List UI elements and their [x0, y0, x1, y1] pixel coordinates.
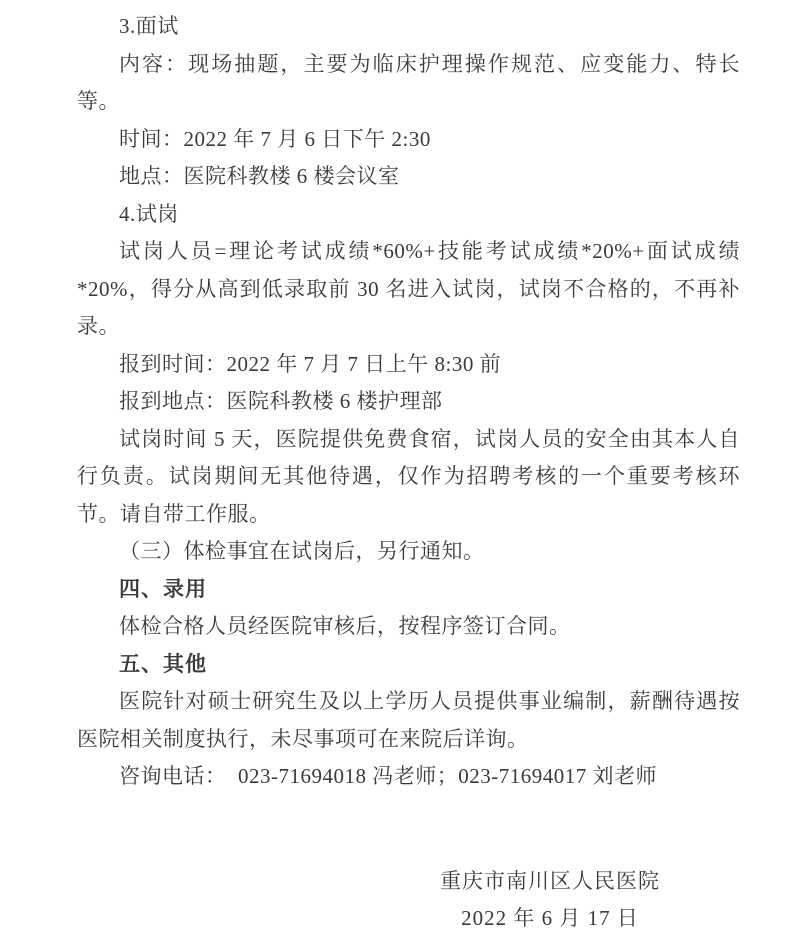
trial-score-formula-paragraph: 试岗人员=理论考试成绩*60%+技能考试成绩*20%+面试成绩*20%，得分从高到低录取前 30 名进入试岗，试岗不合格的，不再补录。	[77, 239, 740, 338]
section-hiring-heading: 四、录用	[119, 577, 207, 601]
signature-date: 2022 年 6 月 17 日	[461, 906, 639, 930]
contact-phone-line: 咨询电话： 023-71694018 冯老师；023-71694017 刘老师	[119, 764, 657, 788]
other-notes-paragraph: 医院针对硕士研究生及以上学历人员提供事业编制，薪酬待遇按医院相关制度执行，未尽事项可在来院后详询。	[77, 689, 740, 751]
signature-organization: 重庆市南川区人民医院	[440, 868, 660, 893]
signature-block	[440, 863, 660, 938]
interview-content-line: 内容：现场抽题，主要为临床护理操作规范、应变能力、特长等。	[77, 51, 740, 113]
hiring-paragraph: 体检合格人员经医院审核后，按程序签订合同。	[119, 614, 571, 638]
section-other-heading: 五、其他	[119, 652, 207, 676]
interview-time-line: 时间：2022 年 7 月 6 日下午 2:30	[119, 126, 431, 151]
trial-report-time-line: 报到时间：2022 年 7 月 7 日上午 8:30 前	[119, 351, 502, 376]
physical-exam-notice-line: （三）体检事宜在试岗后，另行通知。	[119, 539, 485, 563]
trial-period-paragraph: 试岗时间 5 天，医院提供免费食宿，试岗人员的安全由其本人自行负责。试岗期间无其他待遇，仅作为招聘考核的一个重要考核环节。请自带工作服。	[77, 426, 740, 526]
item-4-trial-heading: 4.试岗	[119, 201, 179, 226]
interview-location-line: 地点：医院科教楼 6 楼会议室	[119, 164, 400, 188]
item-3-interview-heading: 3.面试	[119, 14, 179, 38]
trial-report-location-line: 报到地点：医院科教楼 6 楼护理部	[119, 389, 443, 413]
